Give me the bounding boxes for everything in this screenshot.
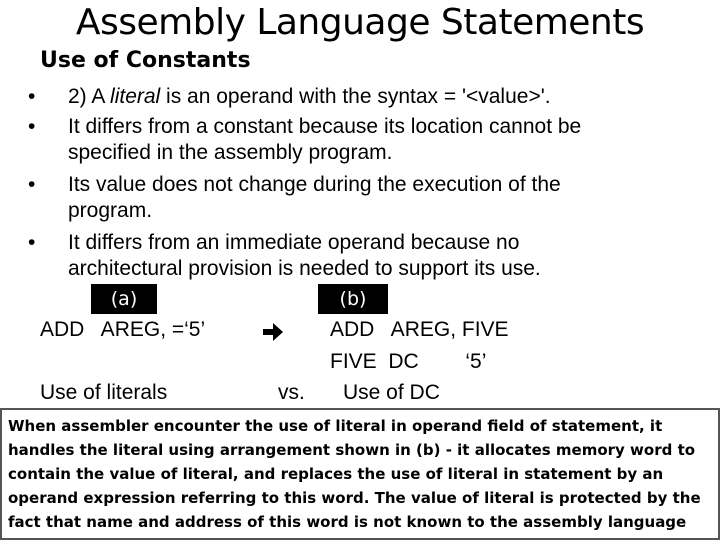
note-line: fact that name and address of this word is not known to the assembly language bbox=[8, 513, 687, 531]
note-line: operand expression referring to this word. The value of literal is protected by the bbox=[8, 489, 701, 507]
bullet-text: 2) A bbox=[68, 85, 111, 108]
explanation-box bbox=[0, 408, 720, 540]
right-arrow-icon bbox=[262, 321, 284, 347]
bullet-dot-icon: • bbox=[28, 115, 36, 138]
bullet-text: It differs from an immediate operand because no bbox=[68, 231, 520, 254]
bullet-dot-icon: • bbox=[28, 85, 36, 108]
bullet-text: is an operand with the syntax = '<value>'. bbox=[160, 85, 551, 108]
bullet-text: specified in the assembly program. bbox=[68, 141, 393, 164]
dc-code-line-2: FIVE DC ‘5’ bbox=[330, 350, 487, 373]
literal-code-line: ADD AREG, =‘5’ bbox=[40, 318, 206, 341]
bullet-text: Its value does not change during the execution of the bbox=[68, 173, 561, 196]
caption-vs: vs. bbox=[278, 381, 305, 404]
label-b: (b) bbox=[318, 284, 388, 314]
section-subtitle: Use of Constants bbox=[40, 48, 251, 73]
note-line: contain the value of literal, and replaces the use of literal in statement by an bbox=[8, 465, 664, 483]
literal-emphasis: literal bbox=[110, 85, 161, 108]
caption-dc: Use of DC bbox=[343, 381, 440, 404]
label-a: (a) bbox=[91, 284, 157, 314]
bullet-text: It differs from a constant because its location cannot be bbox=[68, 115, 582, 138]
bullet-dot-icon: • bbox=[28, 231, 36, 254]
bullet-text: program. bbox=[68, 199, 153, 222]
dc-code-line-1: ADD AREG, FIVE bbox=[330, 318, 509, 341]
note-line: When assembler encounter the use of literal in operand field of statement, it bbox=[8, 417, 663, 435]
bullet-text: architectural provision is needed to support its use. bbox=[68, 257, 541, 280]
bullet-dot-icon: • bbox=[28, 173, 36, 196]
page-title: Assembly Language Statements bbox=[75, 2, 645, 43]
note-line: handles the literal using arrangement shown in (b) - it allocates memory word to bbox=[8, 441, 696, 459]
caption-literals: Use of literals bbox=[40, 381, 168, 404]
